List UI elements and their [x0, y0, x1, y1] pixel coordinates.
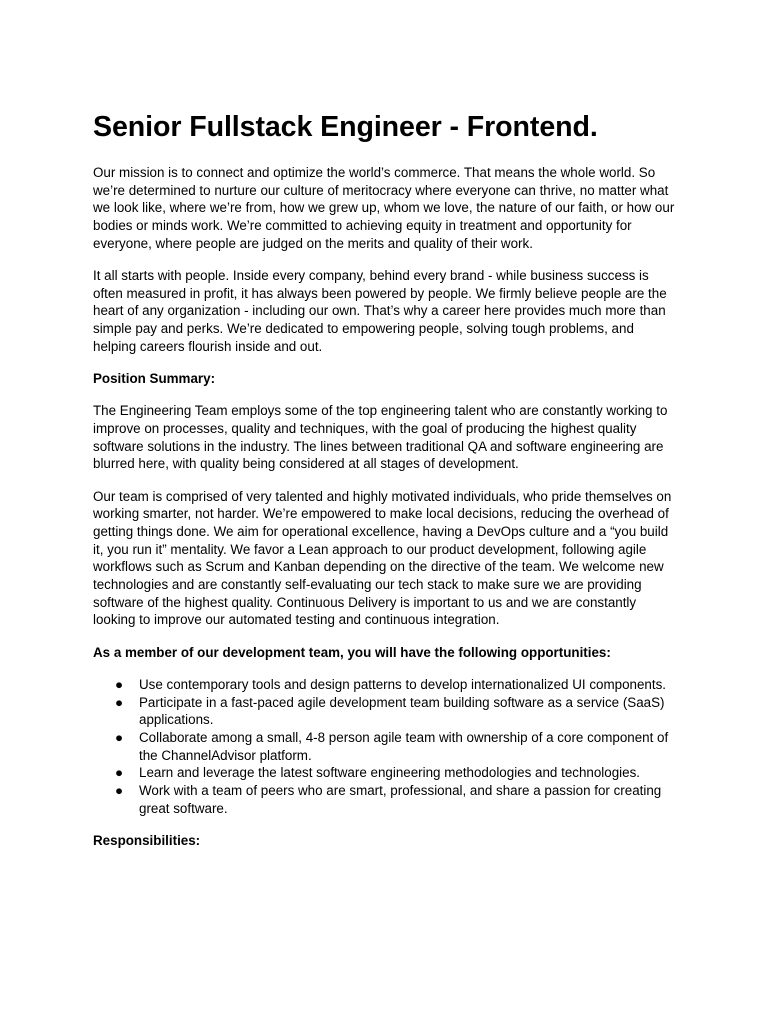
- bullet-icon: ●: [115, 783, 124, 799]
- list-item-text: Collaborate among a small, 4-8 person agile team with ownership of a core component of the ChannelAdvisor platform.: [139, 729, 669, 763]
- position-summary-heading: Position Summary:: [93, 371, 216, 387]
- document-title: Senior Fullstack Engineer - Frontend.: [93, 111, 598, 143]
- mission-paragraph: Our mission is to connect and optimize the world’s commerce. That means the whole world. So we’re determined to nurture our culture of meritocracy where everyone can thrive, no matter what we look like, where we’re from, how we grew up, whom we love, the nature of our faith, or how our bodies or minds work. We’re committed to achieving equity in treatment and opportunity for everyone, where people are judged on the merits and quality of their work.: [93, 165, 675, 251]
- opportunities-heading: As a member of our development team, you will have the following opportunities:: [93, 644, 611, 660]
- list-item: [93, 694, 677, 729]
- bullet-icon: ●: [115, 765, 124, 781]
- bullet-icon: ●: [115, 676, 124, 692]
- bullet-icon: ●: [115, 729, 124, 745]
- team-culture-paragraph: Our team is comprised of very talented and highly motivated individuals, who pride themselves on working smarter, not harder. We’re empowered to make local decisions, reducing the overhead of getting things done. We aim for operational excellence, having a DevOps culture and a “you build it, you run it” mentality. We favor a Lean approach to our product development, following agile workflows such as Scrum and Kanban depending on the directive of the team. We welcome new technologies and are constantly self-evaluating our tech stack to make sure we are providing software of the highest quality. Continuous Delivery is important to us and we are constantly looking to improve our automated testing and continuous integration.: [93, 488, 672, 628]
- people-paragraph: It all starts with people. Inside every company, behind every brand - while business success is often measured in profit, it has always been powered by people. We firmly believe people are the heart of any organization - including our own. That’s why a career here provides much more than simple pay and perks. We’re dedicated to empowering people, solving tough problems, and helping careers flourish inside and out.: [93, 268, 667, 354]
- list-item: [93, 782, 677, 817]
- list-item-text: Participate in a fast-paced agile development team building software as a service (SaaS) applications.: [139, 694, 665, 728]
- responsibilities-heading: Responsibilities:: [93, 833, 201, 848]
- list-item-text: Learn and leverage the latest software engineering methodologies and technologies.: [139, 765, 641, 781]
- list-item: [93, 676, 677, 694]
- opportunities-list: [93, 676, 677, 818]
- list-item: [93, 764, 677, 782]
- bullet-icon: ●: [115, 694, 124, 710]
- document-page: [93, 110, 677, 864]
- list-item-text: Use contemporary tools and design patterns to develop internationalized UI components.: [139, 676, 667, 692]
- list-item-text: Work with a team of peers who are smart, professional, and share a passion for creating great software.: [139, 783, 662, 816]
- engineering-team-paragraph: The Engineering Team employs some of the top engineering talent who are constantly working to improve on processes, quality and techniques, with the goal of producing the highest quality software solutions in the industry. The lines between traditional QA and software engineering are blurred here, with quality being considered at all stages of development.: [93, 403, 668, 472]
- list-item: [93, 729, 677, 764]
